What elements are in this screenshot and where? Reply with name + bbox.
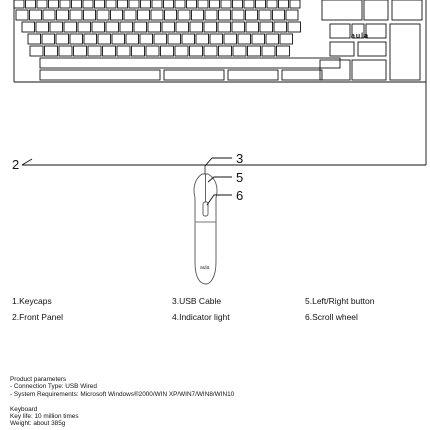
keyboard-weight: Weight: about 385g <box>10 420 66 428</box>
legend-front-panel: 2.Front Panel <box>12 312 64 322</box>
legend-indicator-light: 4.Indicator light <box>172 312 230 322</box>
product-parameters <box>10 376 430 428</box>
product-parameters-heading: Product parameters <box>10 376 67 383</box>
system-requirements: - System Requirements: Microsoft Windows®2000/WIN XP/WIN7/WIN8/WIN10 <box>10 390 235 398</box>
mouse-brand-logo: aula <box>200 265 210 271</box>
legend-keycaps: 1.Keycaps <box>12 296 52 306</box>
keyboard-heading: Keyboard <box>10 405 38 413</box>
callout-scroll-wheel: 6 <box>236 188 244 203</box>
keyboard-brand-logo: aula <box>351 33 370 40</box>
keyboard-illustration <box>14 0 426 165</box>
callout-left-right-button: 5 <box>236 170 244 185</box>
key-life: Key life: 10 million times <box>10 413 79 421</box>
callout-usb-cable: 3 <box>236 151 244 166</box>
connection-type: - Connection Type: USB Wired <box>10 383 97 391</box>
legend-scroll-wheel: 6.Scroll wheel <box>305 312 358 322</box>
legend-usb-cable: 3.USB Cable <box>172 296 222 306</box>
callout-front-panel: 2 <box>12 157 20 172</box>
front-panel-line <box>22 159 426 165</box>
legend-left-right-button: 5.Left/Right button <box>305 296 375 306</box>
